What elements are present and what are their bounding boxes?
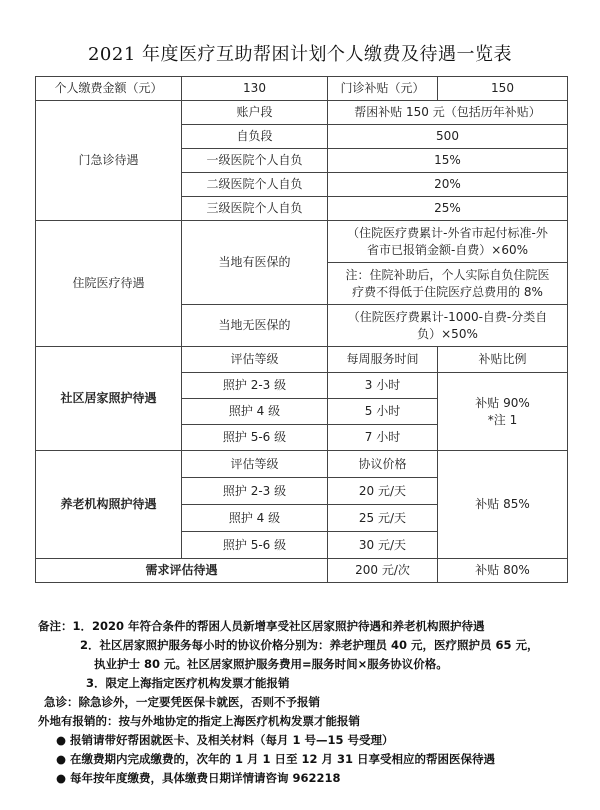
table-row xyxy=(36,559,568,583)
outpatient-row-name: 一级医院个人自负 xyxy=(182,149,328,173)
home-care-level: 照护 4 级 xyxy=(182,399,328,425)
note-3: 3．限定上海指定医疗机构发票才能报销 xyxy=(86,676,290,690)
table-row xyxy=(36,347,568,373)
bullet-icon: ● xyxy=(56,752,67,766)
inpatient-local-label: 当地有医保的 xyxy=(182,221,328,305)
bullet-icon: ● xyxy=(56,771,67,785)
formula-line: （住院医疗费累计-外省市起付标准-外 xyxy=(347,225,548,240)
note-prefix: 备注： xyxy=(38,619,73,633)
home-care-label: 社区居家照护待遇 xyxy=(36,347,182,451)
bullet-item xyxy=(38,750,588,769)
bullet-icon: ● xyxy=(56,733,67,747)
note-2-cont: 执业护士 80 元。社区居家照护服务费用=服务时间×服务协议价格。 xyxy=(94,657,448,671)
elder-care-col1: 评估等级 xyxy=(182,451,328,478)
elder-care-col2: 协议价格 xyxy=(328,451,438,478)
bullet-text: 每年按年度缴费，具体缴费日期详情请咨询 962218 xyxy=(70,771,341,785)
inpatient-local-note xyxy=(328,263,568,305)
assessment-ratio: 补贴 80% xyxy=(438,559,568,583)
inpatient-nolocal-label: 当地无医保的 xyxy=(182,305,328,347)
bullet-item xyxy=(38,731,588,750)
benefits-table xyxy=(35,76,568,583)
home-care-time: 3 小时 xyxy=(328,373,438,399)
formula-line: 省市已报销金额-自费）×60% xyxy=(366,242,529,257)
note-text: 1．2020 年符合条件的帮困人员新增享受社区居家照护待遇和养老机构照护待遇 xyxy=(72,619,485,633)
bullet-text: 报销请带好帮困就医卡、及相关材料（每月 1 号—15 号受理） xyxy=(70,733,394,747)
elder-care-price: 20 元/天 xyxy=(328,478,438,505)
outpatient-row-value: 20% xyxy=(328,173,568,197)
elder-care-label: 养老机构照护待遇 xyxy=(36,451,182,559)
bullet-item xyxy=(38,769,588,788)
table-row xyxy=(36,101,568,125)
assessment-label: 需求评估待遇 xyxy=(36,559,328,583)
note-other-region: 外地有报销的：按与外地协定的指定上海医疗机构发票才能报销 xyxy=(38,714,360,728)
elder-care-level: 照护 2-3 级 xyxy=(182,478,328,505)
home-care-col3: 补贴比例 xyxy=(438,347,568,373)
ratio-note: *注 1 xyxy=(487,412,518,427)
note-emergency: 急诊：除急诊外，一定要凭医保卡就医，否则不予报销 xyxy=(44,695,320,709)
home-care-col2: 每周服务时间 xyxy=(328,347,438,373)
outpatient-row-value: 帮困补贴 150 元（包括历年补贴） xyxy=(328,101,568,125)
inpatient-nolocal-formula xyxy=(328,305,568,347)
note-line: 疗费不得低于住院医疗总费用的 8% xyxy=(352,284,543,299)
inpatient-local-formula xyxy=(328,221,568,263)
formula-line: 负）×50% xyxy=(417,326,478,341)
subsidy-value: 150 xyxy=(438,77,568,101)
home-care-time: 5 小时 xyxy=(328,399,438,425)
fee-label: 个人缴费金额（元） xyxy=(36,77,182,101)
assessment-price: 200 元/次 xyxy=(328,559,438,583)
home-care-level: 照护 5-6 级 xyxy=(182,425,328,451)
ratio-line: 补贴 90% xyxy=(475,395,530,410)
fee-row xyxy=(36,77,568,101)
elder-care-level: 照护 5-6 级 xyxy=(182,532,328,559)
page-title: 2021 年度医疗互助帮困计划个人缴费及待遇一览表 xyxy=(87,44,513,65)
note-2: 2．社区居家照护服务每小时的协议价格分别为：养老护理员 40 元，医疗照护员 65 元， xyxy=(80,638,539,652)
outpatient-row-name: 自负段 xyxy=(182,125,328,149)
home-care-time: 7 小时 xyxy=(328,425,438,451)
inpatient-label: 住院医疗待遇 xyxy=(36,221,182,347)
outpatient-row-value: 15% xyxy=(328,149,568,173)
outpatient-row-value: 500 xyxy=(328,125,568,149)
elder-care-price: 30 元/天 xyxy=(328,532,438,559)
notes-section xyxy=(38,617,588,788)
outpatient-row-name: 账户段 xyxy=(182,101,328,125)
elder-care-price: 25 元/天 xyxy=(328,505,438,532)
outpatient-label: 门急诊待遇 xyxy=(36,101,182,221)
outpatient-row-name: 二级医院个人自负 xyxy=(182,173,328,197)
elder-care-ratio: 补贴 85% xyxy=(438,451,568,559)
table-row xyxy=(36,221,568,263)
table-row xyxy=(36,451,568,478)
outpatient-row-name: 三级医院个人自负 xyxy=(182,197,328,221)
home-care-level: 照护 2-3 级 xyxy=(182,373,328,399)
elder-care-level: 照护 4 级 xyxy=(182,505,328,532)
fee-value: 130 xyxy=(182,77,328,101)
outpatient-row-value: 25% xyxy=(328,197,568,221)
bullet-text: 在缴费期内完成缴费的，次年的 1 月 1 日至 12 月 31 日享受相应的帮困医保待遇 xyxy=(70,752,496,766)
note-line: 注：住院补助后，个人实际自负住院医 xyxy=(345,267,550,282)
note-1 xyxy=(38,617,588,636)
home-care-col1: 评估等级 xyxy=(182,347,328,373)
subsidy-label: 门诊补贴（元） xyxy=(328,77,438,101)
home-care-ratio xyxy=(438,373,568,451)
formula-line: （住院医疗费累计-1000-自费-分类自 xyxy=(347,309,548,324)
